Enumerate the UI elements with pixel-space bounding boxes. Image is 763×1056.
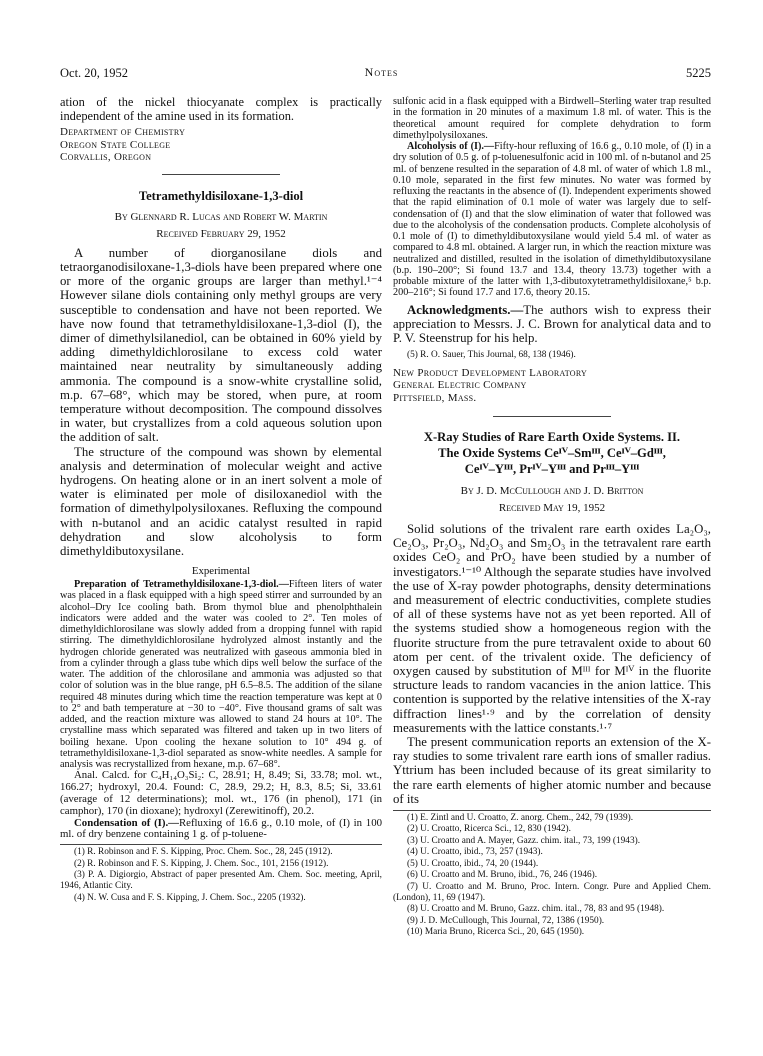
article-title: Tetramethyldisiloxane-1,3-diol — [138, 188, 304, 203]
article-title — [393, 429, 711, 477]
footnotes — [393, 813, 711, 938]
header-date: Oct. 20, 1952 — [60, 66, 129, 80]
footnote: (5) R. O. Sauer, This Journal, 68, 138 (1946). — [407, 350, 576, 361]
divider — [493, 416, 611, 417]
footnote: (9) J. D. McCullough, This Journal, 72, 1386 (1950). — [407, 915, 605, 926]
section-heading: Experimental — [191, 565, 251, 578]
header-page-number: 5225 — [686, 66, 711, 80]
footnote-divider — [393, 810, 711, 811]
title-line: X-Ray Studies of Rare Earth Oxide Systems. II. — [423, 430, 681, 445]
body-paragraph: The present communication reports an extension of the X-ray studies to some trivalent rare earth ions of smaller radius. Yttrium has been included because of its great similarity to the rare earth elements of higher atomic number and because of its — [393, 735, 711, 806]
affiliation-line: Oregon State College — [60, 138, 171, 151]
affiliation-block — [60, 126, 382, 164]
footnote: (6) U. Croatto and M. Bruno, ibid., 76, 246 (1946). — [407, 870, 598, 881]
title-line: The Oxide Systems Ceᴵⱽ–Smᴵᴵᴵ, Ceᴵⱽ–Gdᴵᴵᴵ, — [438, 446, 666, 461]
condensation-paragraph — [60, 818, 382, 842]
footnotes — [60, 847, 382, 904]
footnote: (2) U. Croatto, Ricerca Sci., 12, 830 (1942). — [407, 824, 571, 835]
intro-paragraph: A number of diorganosilane diols and tetraorganodisiloxane-1,3-diols have been prepared where one or more of the organic groups are larger than methyl.¹⁻⁴ However silane diols containing only methyl groups are very susceptible to condensation and have not been reported. We have now found that tetramethyldisiloxane-1,3-diol (I), the dimer of dimethylsilanediol, can be obtained in 60% yield by adding dimethyldichlorosilane to excess cold water maintained near neutrality by simultaneously adding ammonia. The compound is a snow-white crystalline solid, m.p. 67–68°, which may be stored, when pure, at room temperature without decomposition. The compound dissolves in water, but crystallizes from a cold aqueous solution upon the addition of salt. — [60, 245, 382, 445]
received-date: Received May 19, 1952 — [498, 502, 606, 515]
alcoholysis-paragraph — [393, 141, 711, 299]
affiliation-line: New Product Development Laboratory — [393, 366, 588, 379]
preparation-paragraph — [60, 579, 382, 770]
affiliation-block — [393, 367, 711, 405]
footnote: (2) R. Robinson and F. S. Kipping, J. Chem. Soc., 101, 2156 (1912). — [74, 858, 329, 869]
footnote: (4) N. W. Cusa and F. S. Kipping, J. Chem. Soc., 2205 (1932). — [74, 892, 306, 903]
affiliation-line: General Electric Company — [393, 379, 527, 392]
footnote: (1) E. Zintl and U. Croatto, Z. anorg. Chem., 242, 79 (1939). — [407, 813, 634, 824]
alcoholysis-heading: Alcoholysis of (I).— — [407, 141, 495, 152]
acknowledgments-text: The authors wish to express their appreciation to Messrs. J. C. Brown for analytical data and to P. V. Steenstrup for his help. — [393, 302, 711, 345]
footnote: (3) U. Croatto and A. Mayer, Gazz. chim. ital., 73, 199 (1943). — [407, 835, 641, 846]
affiliation-line: Pittsfield, Mass. — [393, 391, 477, 404]
alcoholysis-text: Fifty-hour refluxing of 16.6 g., 0.10 mole, of (I) in a dry solution of 0.5 g. of p-toluenesulfonic acid in 100 ml. of n-butanol and 25 ml. of benzene resulted in the separation of 4.8 ml. of water of which 1.8 ml., 0.10 mole, separated in the first few minutes. No water was formed by refluxing the reactants in the absence of (I). Independent experiments showed that the rapid elimination of 0.1 mole of water was largely due to self-condensation of (I) and that the slow elimination of water that followed was due to the alcoholysis of the condensation products. Complete alcoholysis of 0.1 mole of (I) to dimethyldibutoxysilane would yield 5.4 ml. of water as compared to 4.8 ml. obtained. A larger run, in which the reaction mixture was neutralized and distilled, resulted in the isolation of dimethyldibutoxysilane (b.p. 190–200°; Si found 13.7 and 13.4, theory 13.73) together with a probable mixture of the latter with 1,3-dibutoxytetramethyldisiloxane,⁵ b.p. 200–216°; Si found 17.7 and 17.6, theory 20.15. — [393, 141, 711, 299]
condensation-heading: Condensation of (I).— — [74, 816, 179, 829]
affiliation-line: Corvallis, Oregon — [60, 151, 152, 164]
affiliation-line: Department of Chemistry — [60, 126, 186, 139]
footnote: (8) U. Croatto and M. Bruno, Gazz. chim. ital., 78, 83 and 95 (1948). — [407, 904, 665, 915]
divider — [162, 174, 280, 175]
footnote: (5) U. Croatto, ibid., 74, 20 (1944). — [407, 858, 539, 869]
analysis-paragraph: Anal. Calcd. for C₄H₁₄O₃Si₂: C, 28.91; H, 8.49; Si, 33.78; mol. wt., 166.27; hydroxyl, 20.4. Found: C, 28.9, 29.2; H, 8.3, 8.5; Si, 33.61 (average of 12 determinations); mol. wt., 176 (in phenol), 171 (in camphor), 170 (in dioxane); hydroxyl (Zerewitinoff), 20.2. — [60, 769, 382, 817]
received-date: Received February 29, 1952 — [156, 227, 286, 240]
preparation-heading: Preparation of Tetramethyldisiloxane-1,3-diol.— — [74, 579, 289, 591]
structure-paragraph: The structure of the compound was shown by elemental analysis and determination of molecular weight and active hydrogens. On heating alone or in an inert solvent a mole of water is eliminated per mole of disiloxanediol with the formation of dimethylpolysiloxanes. Refluxing the compound with n-butanol and an acidic catalyst resulted in rapid dehydration and slow alcoholysis to form dimethyldibutoxysilane. — [60, 444, 382, 558]
title-line: Ceᴵⱽ–Yᴵᴵᴵ, Prᴵⱽ–Yᴵᴵᴵ and Prᴵᴵᴵ–Yᴵᴵᴵ — [464, 462, 640, 477]
continued-text: sulfonic acid in a flask equipped with a Birdwell–Sterling water trap resulted in the formation in 20 minutes of a maximum 1.8 ml. of water. This is the theoretical amount required for complete dehydration to form dimethylpolysiloxanes. — [393, 96, 711, 141]
condensation-text: Refluxing of 16.6 g., 0.10 mole, of (I) in 100 ml. of dry benzene containing 1 g. of p-toluene- — [60, 816, 382, 841]
acknowledgments-heading: Acknowledgments.— — [407, 302, 524, 317]
footnote: (4) U. Croatto, ibid., 73, 257 (1943). — [407, 847, 543, 858]
footnote: (1) R. Robinson and F. S. Kipping, Proc. Chem. Soc., 28, 245 (1912). — [74, 847, 333, 858]
left-column — [60, 96, 382, 904]
footnote: (3) P. A. Digiorgio, Abstract of paper presented Am. Chem. Soc. meeting, April, 1946, Atlantic City. — [60, 870, 382, 892]
footnote: (10) Maria Bruno, Ricerca Sci., 20, 645 (1950). — [407, 927, 585, 938]
acknowledgments-paragraph — [393, 303, 711, 346]
footnote-divider — [60, 844, 382, 845]
right-column — [393, 96, 711, 939]
author-byline: By Glennard R. Lucas and Robert W. Martin — [114, 210, 328, 223]
continued-text: ation of the nickel thiocyanate complex is practically independent of the amine used in its formation. — [60, 96, 382, 123]
header-section: Notes — [364, 65, 399, 79]
body-paragraph: Solid solutions of the trivalent rare earth oxides La₂O₃, Ce₂O₃, Pr₂O₃, Nd₂O₃ and Sm₂O₃ in the tetravalent rare earth oxides CeO₂ and PrO₂ have been studied by a number of investigators.¹⁻¹⁰ Although the separate studies have involved the use of X-ray powder photographs, density determinations and measurement of electric conductivities, complete studies of all of these systems have not as yet been reported. All of the systems studied show a homogeneous region with the fluorite structure from the pure tetravalent oxide to about 60 atom per cent. of the trivalent oxide. The deficiency of oxygen caused by substitution of Mᴵᴵᴵ for Mᴵⱽ in the fluorite structure leads to random vacancies in the anion lattice. This contention is supported by the relative intensities of the X-ray diffraction lines¹·⁹ and by the correlation of density measurements with the lattice constants.¹·⁷ — [393, 522, 711, 735]
preparation-text: Fifteen liters of water was placed in a flask equipped with a high speed stirrer and surrounded by an alcohol–Dry Ice cooling bath. Brom thymol blue and phenolphthalein indicators were added and the water was cooled to 2°. Ten moles of dimethyldichlorosilane was slowly added from a dropping funnel with rapid stirring. The dimethyldichlorosilane hydrolyzed almost instantly and the hydrogen chloride generated was neutralized with gaseous ammonia bled in from a cylinder through a glass tube which dips well below the surface of the water. The addition of the chlorosilane and ammonia was adjusted so that color of solution was in the blue range, pH 6.5–8.5. The addition of the silane required 48 minutes during which time the reaction temperature was kept at 0 to 2° and bath temperature at −30 to −40°. Five thousand grams of salt was added, and the reaction mixture was allowed to stand 24 hours at 10°. The crystalline mass which separated was filtered and taken up in two liters of boiling hexane. Upon cooling the hexane solution to 10° 494 g. of tetramethyldisiloxane-1,3-diol separated as snow-white needles. A sample for analysis was recrystallized from hexane, m.p. 67–68°. — [60, 579, 382, 771]
author-byline: By J. D. McCullough and J. D. Britton — [460, 485, 644, 498]
footnote: (7) U. Croatto and M. Bruno, Proc. Intern. Congr. Pure and Applied Chem. (London), 11, 69 (1947). — [393, 881, 711, 903]
